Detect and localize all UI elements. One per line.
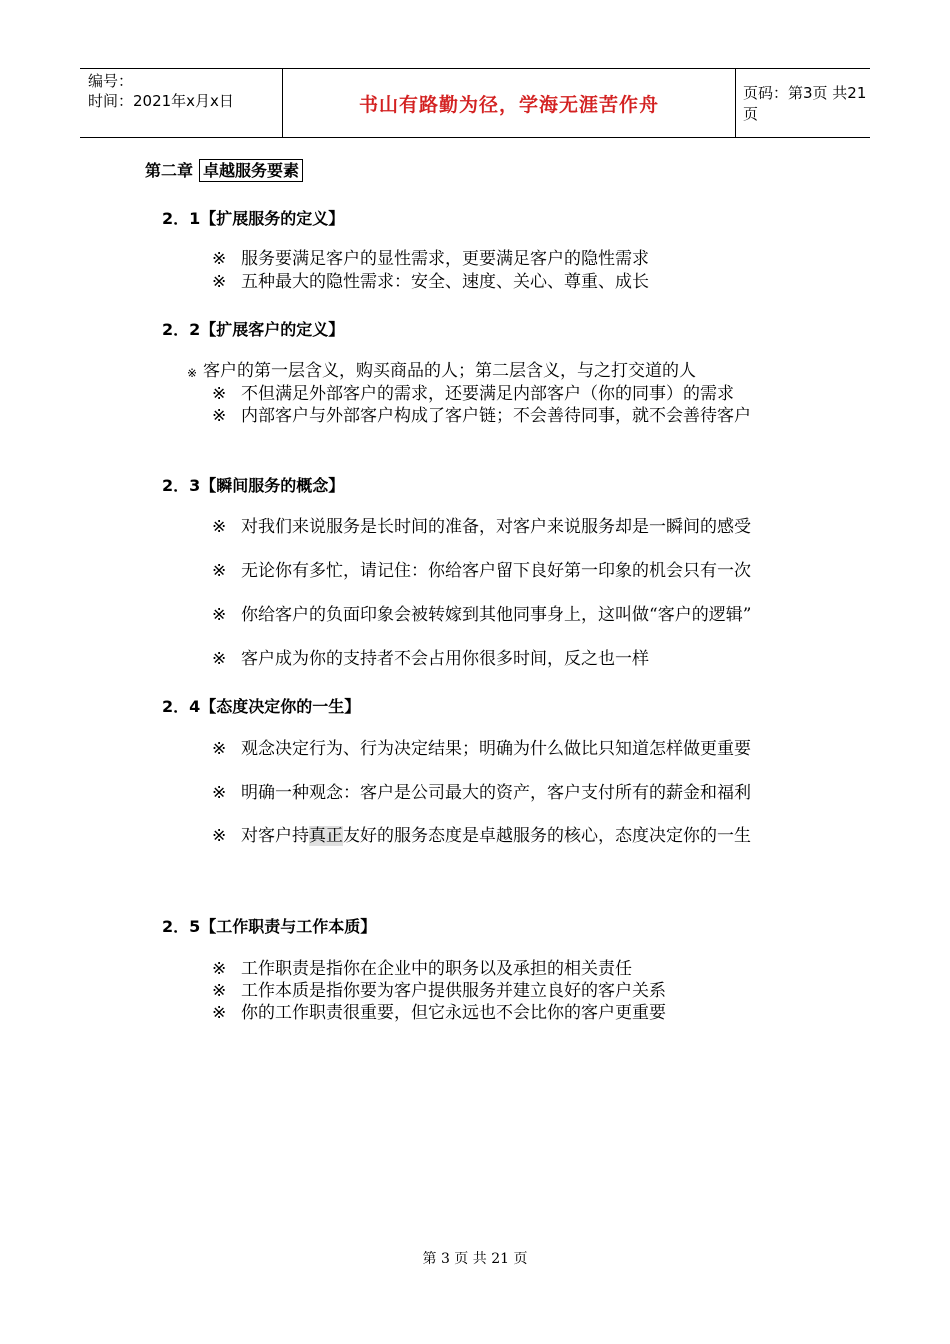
- text-part: 友好的服务态度是卓越服务的核心，态度决定你的一生: [343, 826, 751, 846]
- header-meta: [80, 69, 282, 137]
- page-footer: 第 3 页 共 21 页: [422, 1251, 528, 1267]
- list-item: [187, 361, 787, 382]
- chapter-prefix: 第二章: [145, 161, 194, 180]
- list-item-text: 明确一种观念：客户是公司最大的资产，客户支付所有的薪金和福利: [241, 783, 751, 803]
- list-item: [212, 826, 812, 847]
- highlighted-text: 真正: [309, 826, 343, 846]
- header-page-number: 页码：第3页 共21页: [743, 84, 867, 123]
- list-item: [212, 605, 812, 626]
- bullet-mark: ※: [212, 739, 227, 759]
- section-title: 2．4【态度决定你的一生】: [162, 697, 361, 716]
- list-item-text: 服务要满足客户的显性需求，更要满足客户的隐性需求: [241, 249, 649, 269]
- list-item-text: 无论你有多忙，请记住：你给客户留下良好第一印象的机会只有一次: [241, 561, 751, 581]
- list-item-text: 观念决定行为、行为决定结果；明确为什么做比只知道怎样做更重要: [241, 739, 751, 759]
- section-title: 2．3【瞬间服务的概念】: [162, 476, 345, 495]
- page-header: [80, 68, 870, 138]
- chapter-name: 卓越服务要素: [199, 159, 303, 182]
- bullet-mark: ※: [212, 249, 227, 269]
- list-item-text: 内部客户与外部客户构成了客户链；不会善待同事，就不会善待客户: [241, 406, 751, 426]
- document-date-label: 时间：2021年x月x日: [88, 92, 234, 110]
- bullet-mark: ※: [212, 1003, 227, 1023]
- list-item-text: 工作职责是指你在企业中的职务以及承担的相关责任: [241, 959, 632, 979]
- bullet-mark: ※: [212, 406, 227, 426]
- text-part: 对客户持: [241, 826, 309, 846]
- list-item-text: 五种最大的隐性需求：安全、速度、关心、尊重、成长: [241, 272, 649, 292]
- list-item: [212, 249, 812, 270]
- bullet-mark: ※: [212, 826, 227, 846]
- list-item-text: 客户成为你的支持者不会占用你很多时间，反之也一样: [241, 649, 649, 669]
- list-item: [212, 649, 812, 670]
- list-item-text: 你的工作职责很重要，但它永远也不会比你的客户更重要: [241, 1003, 666, 1023]
- list-item: [212, 739, 812, 760]
- section-title: 2．2【扩展客户的定义】: [162, 320, 345, 339]
- list-item-text: 工作本质是指你要为客户提供服务并建立良好的客户关系: [241, 981, 666, 1001]
- bullet-mark: ※: [212, 959, 227, 979]
- list-item-text: 不但满足外部客户的需求，还要满足内部客户（你的同事）的需求: [241, 384, 734, 404]
- bullet-mark: ※: [212, 384, 227, 404]
- bullet-mark: ※: [212, 605, 227, 625]
- bullet-mark: ※: [212, 783, 227, 803]
- list-item: [212, 384, 812, 405]
- list-item-text: 对我们来说服务是长时间的准备，对客户来说服务却是一瞬间的感受: [241, 517, 751, 537]
- list-item-text: 客户的第一层含义，购买商品的人；第二层含义，与之打交道的人: [203, 361, 696, 381]
- list-item: [212, 981, 812, 1002]
- list-item: [212, 1003, 812, 1024]
- header-motto: 书山有路勤为径，学海无涯苦作舟: [282, 69, 736, 137]
- bullet-mark: ※: [212, 649, 227, 669]
- section-title: 2．5【工作职责与工作本质】: [162, 917, 377, 936]
- chapter-title: [145, 158, 303, 181]
- bullet-mark: ※: [212, 981, 227, 1001]
- list-item-text: [241, 826, 812, 847]
- list-item: [212, 561, 812, 582]
- list-item: [212, 959, 812, 980]
- list-item-text: 你给客户的负面印象会被转嫁到其他同事身上，这叫做“客户的逻辑”: [241, 605, 752, 625]
- list-item: [212, 783, 812, 804]
- section-title: 2．1【扩展服务的定义】: [162, 209, 345, 228]
- document-number-label: 编号：: [88, 72, 134, 90]
- bullet-mark: ※: [212, 272, 227, 292]
- list-item: [212, 272, 812, 293]
- bullet-mark: ※: [187, 366, 198, 380]
- list-item: [212, 406, 812, 427]
- list-item: [212, 517, 812, 538]
- bullet-mark: ※: [212, 561, 227, 581]
- bullet-mark: ※: [212, 517, 227, 537]
